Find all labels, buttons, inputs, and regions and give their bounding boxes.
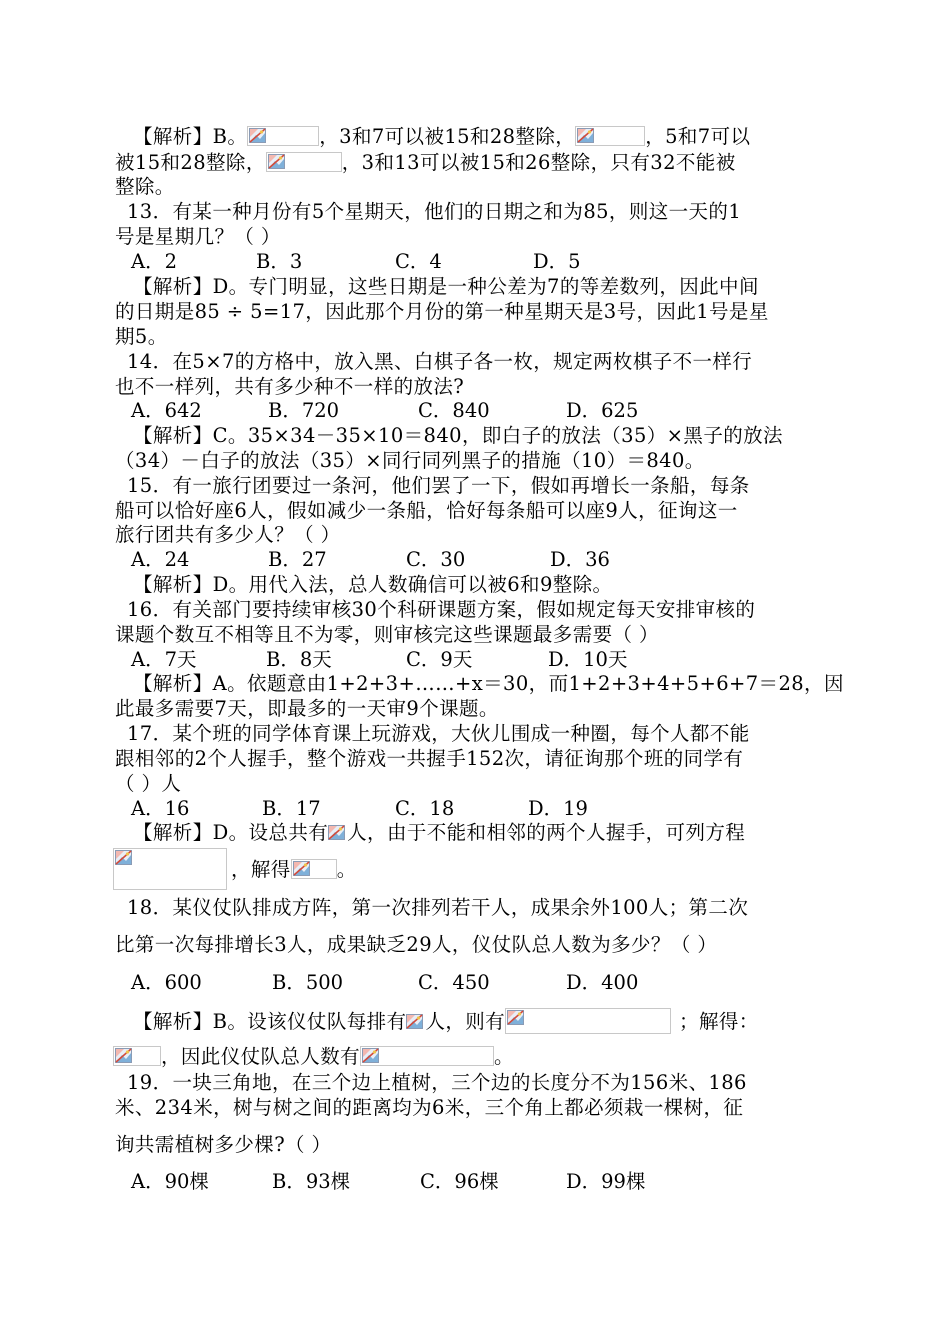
q16-analysis-line-1: 【解析】A。依题意由1+2+3+……+x＝30，而1+2+3+4+5+6+7＝28，因: [133, 672, 844, 695]
q17-stem-line-2: 跟相邻的2个人握手，整个游戏一共握手152次，请征询那个班的同学有: [115, 747, 744, 770]
q18-stem-line-1: 18．某仪仗队排成方阵，第一次排列若干人，成果余外100人；第二次: [127, 896, 749, 919]
q18-option-d: D．400: [566, 971, 639, 994]
q15-analysis-line-1: 【解析】D。用代入法，总人数确信可以被6和9整除。: [133, 573, 613, 596]
q14-analysis-line-1: 【解析】C。35×34－35×10＝840，即白子的放法（35）×黑子的放法: [133, 424, 783, 447]
q15-stem-line-3: 旅行团共有多少人？（ ）: [115, 523, 341, 546]
variable-image-icon: [328, 823, 347, 842]
q16-option-a: A．7天: [131, 648, 197, 671]
q13-option-a: A．2: [131, 250, 177, 273]
q13-option-c: C．4: [395, 250, 442, 273]
formula-image-icon: [247, 126, 319, 146]
q17-analysis-line-1: [133, 821, 745, 845]
q18-option-a: A．600: [131, 971, 202, 994]
q16-option-d: D．10天: [548, 648, 628, 671]
q17-analysis-text: ，解得: [231, 858, 291, 881]
q16-stem-line-2: 课题个数互不相等且不为零，则审核完这些课题最多需要（ ）: [115, 623, 659, 646]
q19-stem-line-3: 询共需植树多少棵?（ ）: [115, 1133, 332, 1156]
q19-option-a: A．90棵: [131, 1170, 209, 1193]
q17-option-b: B．17: [262, 797, 321, 820]
q17-option-d: D．19: [528, 797, 588, 820]
q14-stem-line-1: 14．在5×7的方格中，放入黑、白棋子各一枚，规定两枚棋子不一样行: [127, 350, 753, 373]
q12-analysis-text: ，3和7可以被15和28整除，: [319, 125, 576, 148]
q18-option-b: B．500: [272, 971, 344, 994]
q18-option-c: C．450: [418, 971, 490, 994]
q17-analysis-line-2: [231, 858, 357, 882]
q18-analysis-text: ，因此仪仗队总人数有: [161, 1045, 361, 1068]
variable-image-icon: [406, 1012, 425, 1031]
q15-option-b: B．27: [268, 548, 327, 571]
formula-image-icon: [575, 126, 645, 146]
q15-option-a: A．24: [131, 548, 190, 571]
q19-option-d: D．99棵: [566, 1170, 646, 1193]
q18-analysis-text: ；解得：: [679, 1010, 759, 1033]
q12-analysis-text: 【解析】B。: [133, 125, 248, 148]
q14-analysis-line-2: （34）－白子的放法（35）×同行同列黑子的措施（10）＝840。: [115, 449, 705, 472]
q18-analysis-line-1: [133, 1008, 759, 1034]
q13-analysis-line-2: 的日期是85 ÷ 5=17，因此那个月份的第一种星期天是3号，因此1号是星: [115, 300, 769, 323]
q17-analysis-text: 人，由于不能和相邻的两个人握手，可列方程: [347, 821, 746, 844]
q17-option-a: A．16: [131, 797, 190, 820]
q15-option-c: C．30: [406, 548, 466, 571]
q19-stem-line-2: 米、234米，树与树之间的距离均为6米，三个角上都必须栽一棵树，征: [115, 1096, 744, 1119]
q13-stem-line-2: 号是星期几？（ ）: [115, 225, 281, 248]
q18-analysis-line-2: [113, 1045, 514, 1069]
q18-analysis-text: 。: [494, 1045, 514, 1068]
q17-analysis-text: 【解析】D。设总共有: [133, 821, 329, 844]
q15-stem-line-1: 15．有一旅行团要过一条河，他们罢了一下，假如再增长一条船，每条: [127, 474, 750, 497]
q13-analysis-line-3: 期5。: [115, 325, 168, 348]
q12-analysis-line-3: 整除。: [115, 175, 175, 198]
q13-stem-line-1: 13．有某一种月份有5个星期天，他们的日期之和为85，则这一天的1: [127, 200, 742, 223]
total-image-icon: [360, 1046, 494, 1066]
q14-option-b: B．720: [268, 399, 340, 422]
q18-analysis-text: 【解析】B。设该仪仗队每排有: [133, 1010, 407, 1033]
q14-option-d: D．625: [566, 399, 639, 422]
q12-analysis-text: 被15和28整除，: [115, 151, 266, 174]
q13-option-b: B．3: [256, 250, 303, 273]
q13-analysis-line-1: 【解析】D。专门明显，这些日期是一种公差为7的等差数列，因此中间: [133, 275, 759, 298]
q14-option-a: A．642: [131, 399, 202, 422]
q14-stem-line-2: 也不一样列，共有多少种不一样的放法?: [115, 375, 465, 398]
q14-option-c: C．840: [418, 399, 490, 422]
q17-stem-line-1: 17．某个班的同学体育课上玩游戏，大伙儿围成一种圈，每个人都不能: [127, 722, 750, 745]
formula-image-icon: [266, 152, 342, 172]
q12-analysis-line-1: [133, 125, 750, 149]
q12-analysis-text: ，3和13可以被15和26整除，只有32不能被: [341, 151, 736, 174]
solution-image-icon: [291, 859, 337, 879]
q12-analysis-line-2: [115, 151, 736, 175]
q13-option-d: D．5: [533, 250, 581, 273]
q19-stem-line-1: 19．一块三角地，在三个边上植树，三个边的长度分不为156米、186: [127, 1071, 747, 1094]
q18-stem-line-2: 比第一次每排增长3人，成果缺乏29人，仪仗队总人数为多少？（ ）: [115, 933, 718, 956]
solution-image-icon: [113, 1046, 161, 1066]
q18-analysis-text: 人，则有: [425, 1010, 506, 1033]
q12-analysis-text: ，5和7可以: [645, 125, 751, 148]
q16-analysis-line-2: 此最多需要7天，即最多的一天审9个课题。: [115, 697, 499, 720]
q16-option-c: C．9天: [406, 648, 473, 671]
q15-stem-line-2: 船可以恰好座6人，假如减少一条船，恰好每条船可以座9人，征询这一: [115, 499, 738, 522]
q19-option-b: B．93棵: [272, 1170, 351, 1193]
q17-stem-line-3: （ ）人: [115, 772, 182, 795]
q16-option-b: B．8天: [266, 648, 332, 671]
q17-option-c: C．18: [395, 797, 455, 820]
q15-option-d: D．36: [550, 548, 610, 571]
equation-image-icon: [113, 848, 227, 890]
q19-option-c: C．96棵: [420, 1170, 499, 1193]
equation-image-icon: [505, 1008, 671, 1034]
q17-analysis-text: 。: [336, 858, 357, 881]
q16-stem-line-1: 16．有关部门要持续审核30个科研课题方案，假如规定每天安排审核的: [127, 598, 756, 621]
